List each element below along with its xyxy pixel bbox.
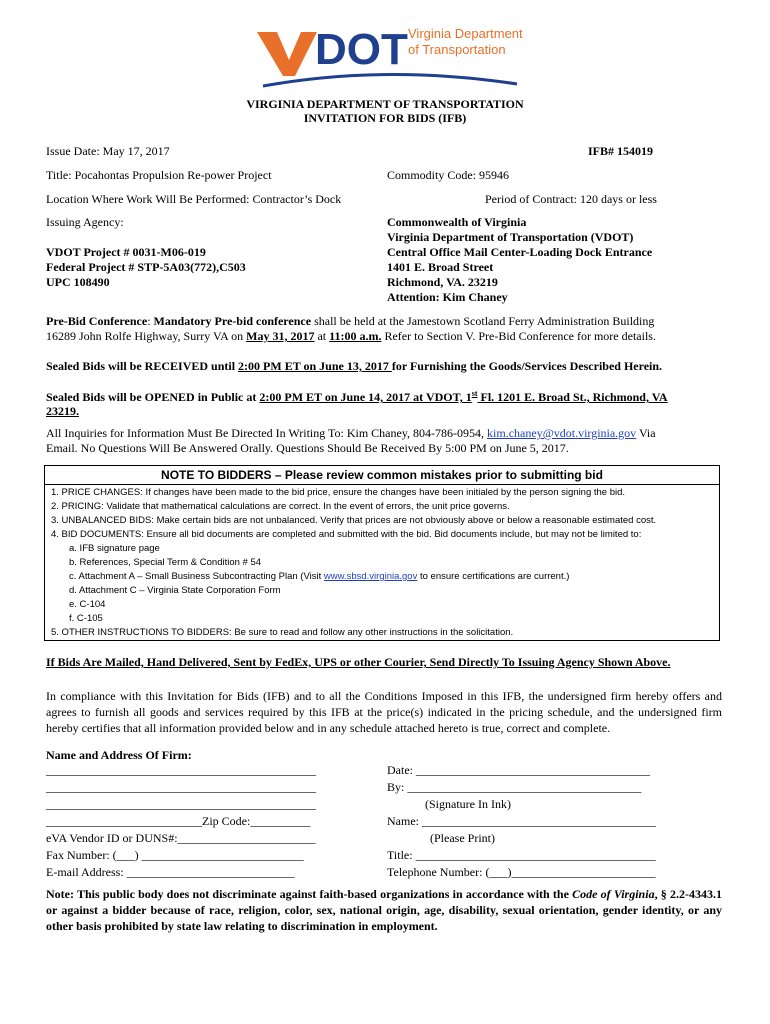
- commodity-code: Commodity Code: 95946: [387, 168, 510, 182]
- prebid-label: Pre-Bid Conference: [46, 314, 148, 328]
- agency-line: 1401 E. Broad Street: [387, 260, 494, 274]
- note-heading: NOTE TO BIDDERS – Please review common mistakes prior to submitting bid: [45, 466, 719, 485]
- inquiries-email-link[interactable]: kim.chaney@vdot.virginia.gov: [487, 426, 637, 440]
- project-line: VDOT Project # 0031-M06-019: [46, 245, 206, 259]
- note-subitem-c-tail: to ensure certifications are current.): [417, 571, 570, 582]
- nondiscrim-code: Code of Virginia: [572, 887, 655, 901]
- note-subitem: a. IFB signature page: [69, 543, 160, 554]
- prebid-line2a: 16289 John Rolfe Highway, Surry VA on: [46, 329, 247, 343]
- note-subitem: f. C-105: [69, 613, 103, 624]
- signature-caption: (Signature In Ink): [425, 797, 511, 811]
- note-subitem: d. Attachment C – Virginia State Corporation Form: [69, 585, 281, 596]
- sealed-received: [46, 359, 662, 374]
- fax-number-field[interactable]: Fax Number: (___) ___________________________: [46, 848, 304, 862]
- sealed-opened-sup: st: [471, 389, 478, 398]
- firm-address-field[interactable]: _____________________________________________: [46, 797, 316, 811]
- note-subitem-c: c. Attachment A – Small Business Subcontracting Plan (Visit: [69, 571, 324, 582]
- inquiries-line1: [46, 426, 656, 441]
- contract-period: Period of Contract: 120 days or less: [485, 192, 657, 206]
- nondiscrim-b: , § 2.2-4343.1 or against a bidder because of race, religion, color, sex, national origin, age, disability, sexual orientation, gender identity, or any other basis prohibited by state law relating to discrimination in employment.: [46, 887, 722, 933]
- sbsd-link[interactable]: www.sbsd.virginia.gov: [323, 571, 418, 582]
- agency-line: Commonwealth of Virginia: [387, 215, 527, 229]
- sealed-received-b: for Furnishing the Goods/Services Described Herein.: [391, 359, 663, 373]
- prebid-at: at: [314, 329, 330, 343]
- inquiries-b: Via: [636, 426, 656, 440]
- nondiscrim-a: Note: This public body does not discriminate against faith-based organizations in accordance with the: [46, 887, 573, 901]
- prebid-date: May 31, 2017: [246, 329, 315, 343]
- agency-line: Richmond, VA. 23219: [387, 275, 498, 289]
- logo-line2: of Transportation: [408, 42, 506, 57]
- prebid-text1: shall be held at the Jamestown Scotland Ferry Administration Building: [311, 314, 655, 328]
- prebid-line1: [46, 314, 654, 329]
- issue-date: Issue Date: May 17, 2017: [46, 144, 170, 158]
- logo-wordmark-shape: DOT: [315, 25, 408, 74]
- issuing-agency-label: Issuing Agency:: [46, 215, 124, 229]
- project-title: Title: Pocahontas Propulsion Re-power Project: [46, 168, 272, 182]
- by-field[interactable]: By: _______________________________________: [387, 780, 642, 794]
- prebid-mandatory: Mandatory Pre-bid conference: [153, 314, 312, 328]
- eva-vendor-field[interactable]: eVA Vendor ID or DUNS#:_______________________: [46, 831, 316, 845]
- note-item: 1. PRICE CHANGES: If changes have been made to the bid price, ensure the changes have been initialed by the person signing the bid.: [51, 487, 626, 498]
- note-to-bidders-box: [44, 465, 720, 641]
- compliance-paragraph: In compliance with this Invitation for Bids (IFB) and to all the Conditions Imposed in this IFB, the undersigned firm hereby offers and agrees to furnish all goods and services required by this IFB at the price(s) indicated in the pricing schedule, and the undersigned firm hereby certifies that all information provided below and in any schedule attached hereto is true, correct and complete.: [46, 689, 722, 735]
- agency-line: Attention: Kim Chaney: [387, 290, 508, 304]
- note-item: 4. BID DOCUMENTS: Ensure all bid documents are completed and submitted with the bid. Bid documents include, but may not be limited to:: [51, 529, 642, 540]
- email-address-field[interactable]: E-mail Address: ____________________________: [46, 865, 295, 879]
- zip-code-field[interactable]: __________________________Zip Code:__________: [46, 814, 311, 828]
- note-subitem: b. References, Special Term & Condition # 54: [69, 557, 262, 568]
- header-line1: VIRGINIA DEPARTMENT OF TRANSPORTATION: [246, 97, 524, 111]
- note-subitem-sbsd: [69, 571, 569, 582]
- prebid-line2: [46, 329, 656, 344]
- mailed-instructions: If Bids Are Mailed, Hand Delivered, Sent by FedEx, UPS or other Courier, Send Directly To Issuing Agency Shown Above.: [46, 655, 671, 669]
- title-field[interactable]: Title: ________________________________________: [387, 848, 656, 862]
- agency-line: Virginia Department of Transportation (VDOT): [387, 230, 634, 244]
- sealed-opened-when: 2:00 PM ET on June 14, 2017 at VDOT, 1: [259, 390, 472, 404]
- firm-name-field[interactable]: _____________________________________________: [46, 763, 316, 777]
- note-subitem: e. C-104: [69, 599, 106, 610]
- inquiries-a: All Inquiries for Information Must Be Directed In Writing To: Kim Chaney, 804-786-0954,: [46, 426, 488, 440]
- inquiries-line2: Email. No Questions Will Be Answered Orally. Questions Should Be Received By 5:00 PM on June 5, 2017.: [46, 441, 569, 455]
- sealed-received-a: Sealed Bids will be RECEIVED until: [46, 359, 239, 373]
- firm-address-field[interactable]: _____________________________________________: [46, 780, 316, 794]
- ifb-number: IFB# 154019: [588, 144, 654, 158]
- header-line2: INVITATION FOR BIDS (IFB): [303, 111, 467, 125]
- name-field[interactable]: Name: _______________________________________: [387, 814, 656, 828]
- vdot-logo: [255, 20, 523, 90]
- prebid-time: 11:00 a.m.: [329, 329, 382, 343]
- prebid-colon: :: [147, 314, 151, 328]
- sealed-opened: [46, 389, 668, 405]
- work-location: Location Where Work Will Be Performed: Contractor’s Dock: [46, 192, 342, 206]
- sealed-received-when: 2:00 PM ET on June 13, 2017: [238, 359, 392, 373]
- date-field[interactable]: Date: _______________________________________: [387, 763, 650, 777]
- project-line: UPC 108490: [46, 275, 110, 289]
- sealed-opened-where: Fl. 1201 E. Broad St., Richmond, VA: [477, 390, 668, 404]
- project-line: Federal Project # STP-5A03(772),C503: [46, 260, 246, 274]
- note-item: 2. PRICING: Validate that mathematical calculations are correct. In the event of errors, the unit price governs.: [51, 501, 510, 512]
- telephone-field[interactable]: Telephone Number: (___)________________________: [387, 865, 656, 879]
- nondiscrimination-note: [46, 886, 722, 934]
- logo-line1: Virginia Department: [408, 26, 523, 41]
- sealed-opened-line2: 23219.: [46, 404, 79, 418]
- note-item: 5. OTHER INSTRUCTIONS TO BIDDERS: Be sure to read and follow any other instructions in the solicitation.: [51, 627, 514, 638]
- print-caption: (Please Print): [430, 831, 495, 845]
- note-item: 3. UNBALANCED BIDS: Make certain bids are not unbalanced. Verify that prices are not obviously above or below a reasonable estimated cost.: [51, 515, 657, 526]
- name-address-label: Name and Address Of Firm:: [46, 748, 192, 762]
- prebid-line2b: Refer to Section V. Pre-Bid Conference for more details.: [381, 329, 656, 343]
- agency-line: Central Office Mail Center-Loading Dock Entrance: [387, 245, 653, 259]
- sealed-opened-a: Sealed Bids will be OPENED in Public at: [46, 390, 260, 404]
